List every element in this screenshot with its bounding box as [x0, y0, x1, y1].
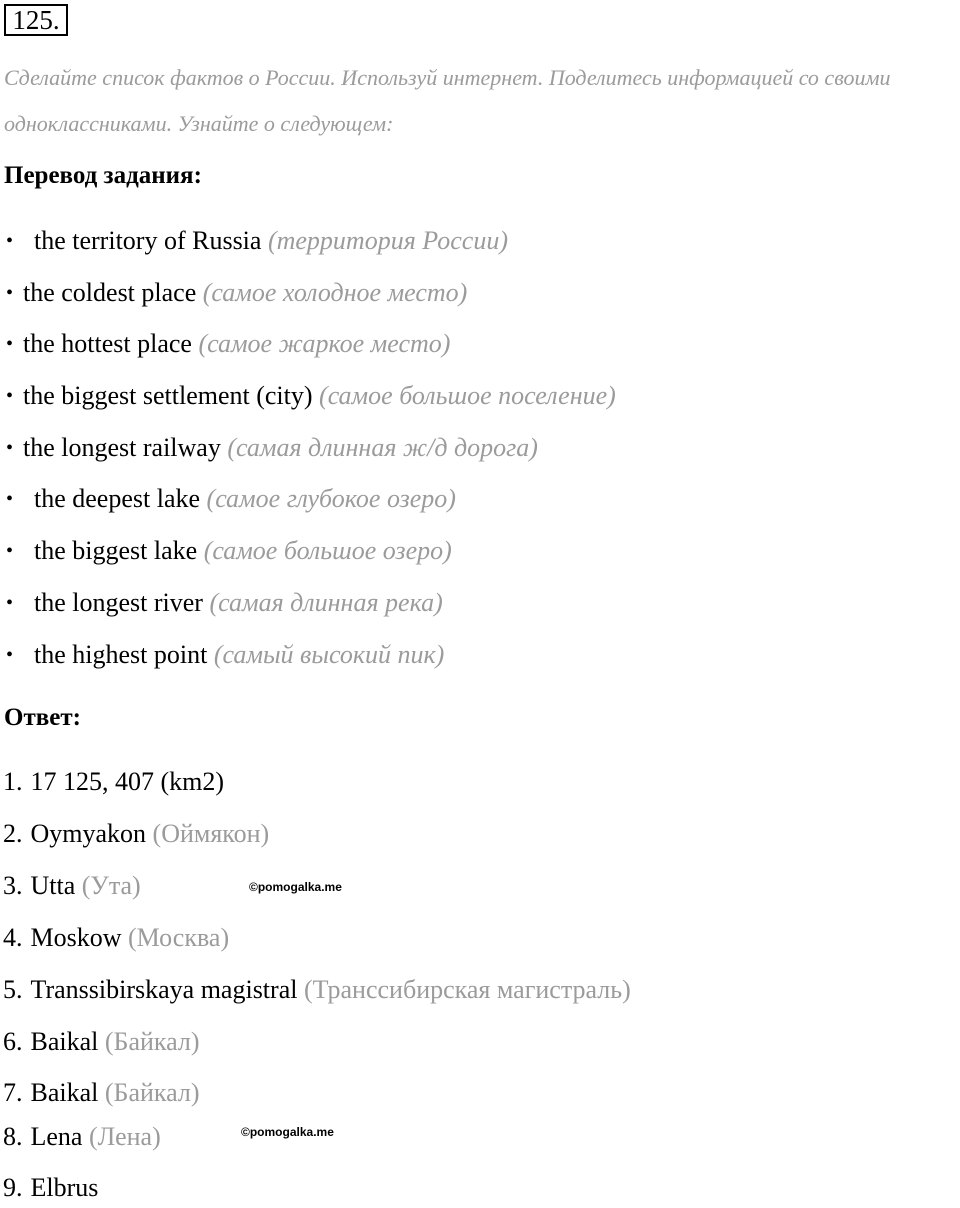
answer-item [3, 1168, 98, 1208]
bullet-icon: • [6, 488, 14, 511]
list-item-text: the biggest lake (самое большое озеро) [34, 536, 452, 566]
answer-number: 7. [3, 1078, 23, 1107]
answer-number: 9. [3, 1173, 23, 1202]
translation-text: (самая длинная ж/д дорога) [227, 432, 538, 462]
answer-text: Elbrus [30, 1173, 99, 1202]
bullet-icon: • [6, 540, 14, 563]
bullet-icon: • [6, 333, 14, 356]
list-item [0, 377, 940, 429]
answer-item [3, 814, 269, 854]
answer-item [3, 762, 224, 802]
answer-text: Baikal [30, 1078, 99, 1107]
bullet-icon: • [6, 385, 14, 408]
answer-translation: (Байкал) [104, 1078, 200, 1107]
answer-heading: Ответ: [4, 704, 81, 731]
answer-item [3, 1073, 200, 1113]
list-item [0, 274, 940, 326]
answer-text: Oymyakon [30, 819, 147, 848]
list-item-text: the hottest place (самое жаркое место) [23, 329, 451, 359]
translation-text: (территория России) [267, 226, 508, 255]
answer-translation: (Москва) [128, 923, 230, 952]
answer-item [3, 970, 631, 1010]
bullet-icon: • [6, 436, 14, 459]
list-item-text: the highest point (самый высокий пик) [34, 639, 445, 669]
translation-text: (самое большое озеро) [203, 536, 452, 566]
list-item-text: the deepest lake (самое глубокое озеро) [34, 484, 456, 514]
list-item-text: the biggest settlement (city) (самое большое поселение) [23, 381, 616, 411]
answer-translation: (Оймякон) [152, 819, 270, 848]
bullet-icon: • [6, 643, 14, 666]
list-item [0, 222, 940, 274]
list-item [0, 429, 940, 481]
bullet-icon: • [6, 591, 14, 614]
answer-item [3, 1117, 161, 1157]
translation-text: (самое большое поселение) [319, 381, 616, 411]
answer-text: 17 125, 407 (km2) [30, 767, 225, 796]
answer-item [3, 1022, 200, 1062]
watermark: ©pomogalka.me [249, 880, 342, 894]
answer-text: Baikal [30, 1027, 99, 1056]
answer-text: Utta [30, 871, 76, 900]
translation-text: (самое глубокое озеро) [206, 484, 456, 514]
translation-text: (самый высокий пик) [213, 639, 445, 669]
answer-number: 5. [3, 975, 23, 1004]
answer-item [3, 918, 229, 958]
answer-translation: (Лена) [88, 1122, 161, 1151]
answer-number: 1. [3, 767, 23, 796]
translation-text: (самая длинная река) [209, 587, 443, 617]
translation-heading: Перевод задания: [4, 162, 202, 189]
answer-translation: (Байкал) [104, 1027, 200, 1056]
list-item [0, 480, 940, 532]
answer-translation: (Транссибирская магистраль) [303, 975, 631, 1004]
answer-number: 3. [3, 871, 23, 900]
list-item [0, 325, 940, 377]
answer-number: 2. [3, 819, 23, 848]
bullet-icon: • [6, 281, 14, 304]
bullet-icon: • [6, 230, 14, 252]
task-number-box: 125. [4, 4, 68, 36]
watermark: ©pomogalka.me [241, 1125, 334, 1139]
list-item [0, 532, 940, 584]
list-item [0, 636, 940, 688]
list-item [0, 584, 940, 636]
answer-translation: (Ута) [81, 871, 141, 900]
translation-text: (самое жаркое место) [198, 329, 451, 359]
answer-text: Transsibirskaya magistral [30, 975, 298, 1004]
task-instruction: Сделайте список фактов о России. Используй интернет. Поделитесь информацией со своими одноклассниками. Узнайте о следующем: [4, 65, 891, 136]
list-item-text: the longest river (самая длинная река) [34, 587, 443, 617]
list-item-text: the coldest place (самое холодное место) [23, 277, 468, 307]
list-item-text: the longest railway (самая длинная ж/д дорога) [23, 432, 538, 462]
answer-text: Moskow [30, 923, 122, 952]
answer-text: Lena [30, 1122, 83, 1151]
answer-number: 4. [3, 923, 23, 952]
answer-number: 6. [3, 1027, 23, 1056]
bullet-list [0, 222, 940, 687]
answer-number: 8. [3, 1122, 23, 1151]
list-item-text: the territory of Russia (территория России) [34, 226, 508, 255]
answer-item [3, 866, 141, 906]
translation-text: (самое холодное место) [202, 277, 468, 307]
